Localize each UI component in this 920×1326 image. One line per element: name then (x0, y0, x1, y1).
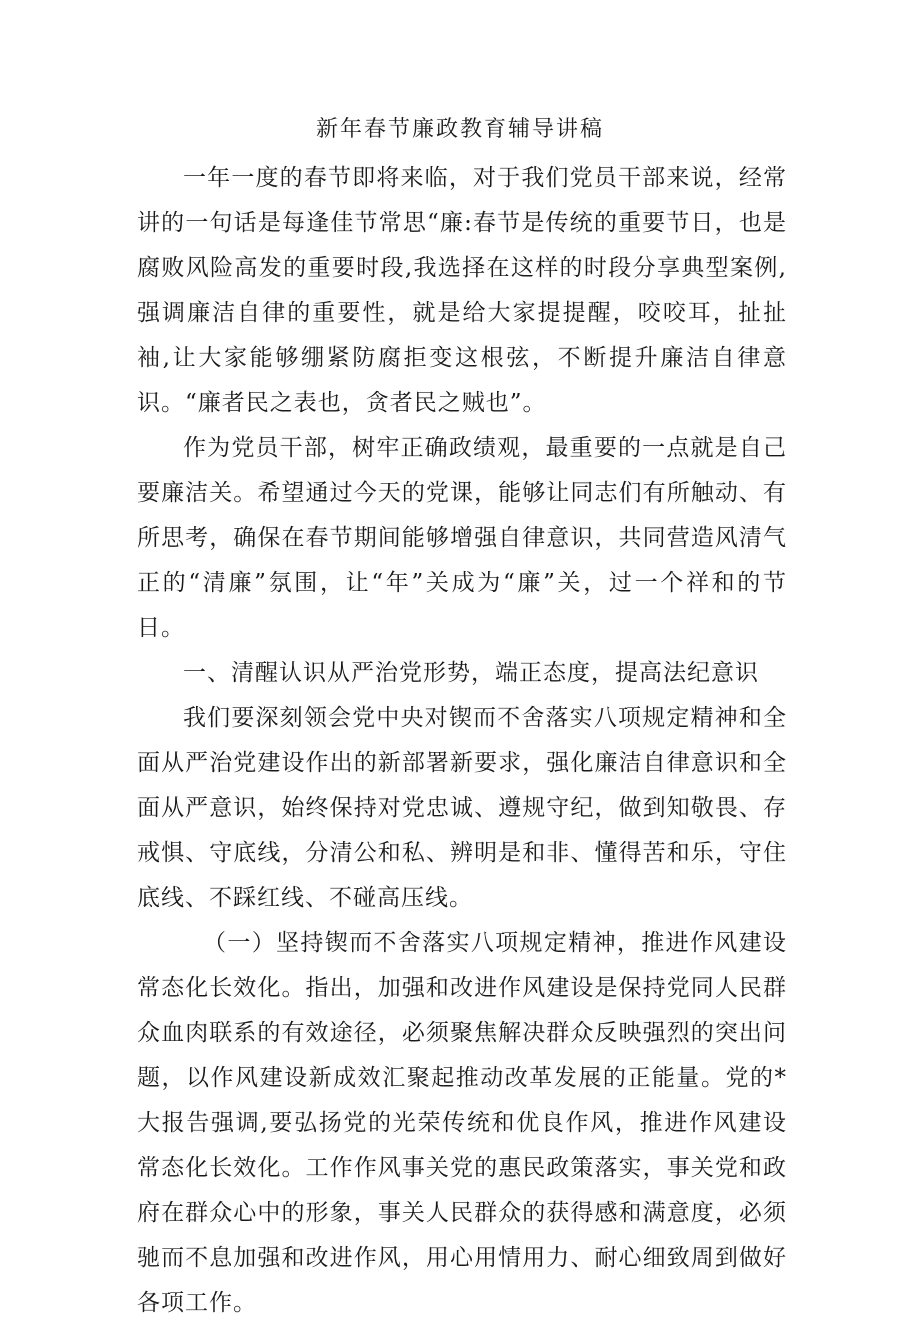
paragraph-intro: 一年一度的春节即将来临，对于我们党员干部来说，经常讲的一句话是每逢佳节常思“廉:春节是传统的重要节日，也是腐败风险高发的重要时段,我选择在这样的时段分享典型案例,强调廉洁自律的重要性，就是给大家提提醒，咬咬耳，扯扯袖,让大家能够绷紧防腐拒变这根弦，不断提升廉洁自律意识。“廉者民之表也，贪者民之贼也”。 (137, 165, 787, 416)
section-heading-1: 一、清醒认识从严治党形势，端正态度，提高法纪意识 (183, 660, 759, 686)
paragraph-purpose: 作为党员干部，树牢正确政绩观，最重要的一点就是自己要廉洁关。希望通过今天的党课，能够让同志们有所触动、有所思考，确保在春节期间能够增强自律意识，共同营造风清气正的“清廉”氛围，让“年”关成为“廉”关，过一个祥和的节日。 (137, 435, 787, 641)
document-title: 新年春节廉政教育辅导讲稿 (315, 117, 604, 142)
paragraph-section-1: 我们要深刻领会党中央对锲而不舍落实八项规定精神和全面从严治党建设作出的新部署新要求，强化廉洁自律意识和全面从严意识，始终保持对党忠诚、遵规守纪，做到知敬畏、存戒惧、守底线，分清公和私、辨明是和非、懂得苦和乐，守住底线、不踩红线、不碰高压线。 (137, 705, 787, 911)
document-body (137, 156, 787, 1326)
paragraph-subsection-1: （一）坚持锲而不舍落实八项规定精神，推进作风建设常态化长效化。指出，加强和改进作风建设是保持党同人民群众血肉联系的有效途径，必须聚焦解决群众反映强烈的突出问题，以作风建设新成效汇聚起推动改革发展的正能量。党的*大报告强调,要弘扬党的光荣传统和优良作风，推进作风建设常态化长效化。工作作风事关党的惠民政策落实，事关党和政府在群众心中的形象，事关人民群众的获得感和满意度，必须驰而不息加强和改进作风，用心用情用力、耐心细致周到做好各项工作。 (137, 930, 787, 1316)
